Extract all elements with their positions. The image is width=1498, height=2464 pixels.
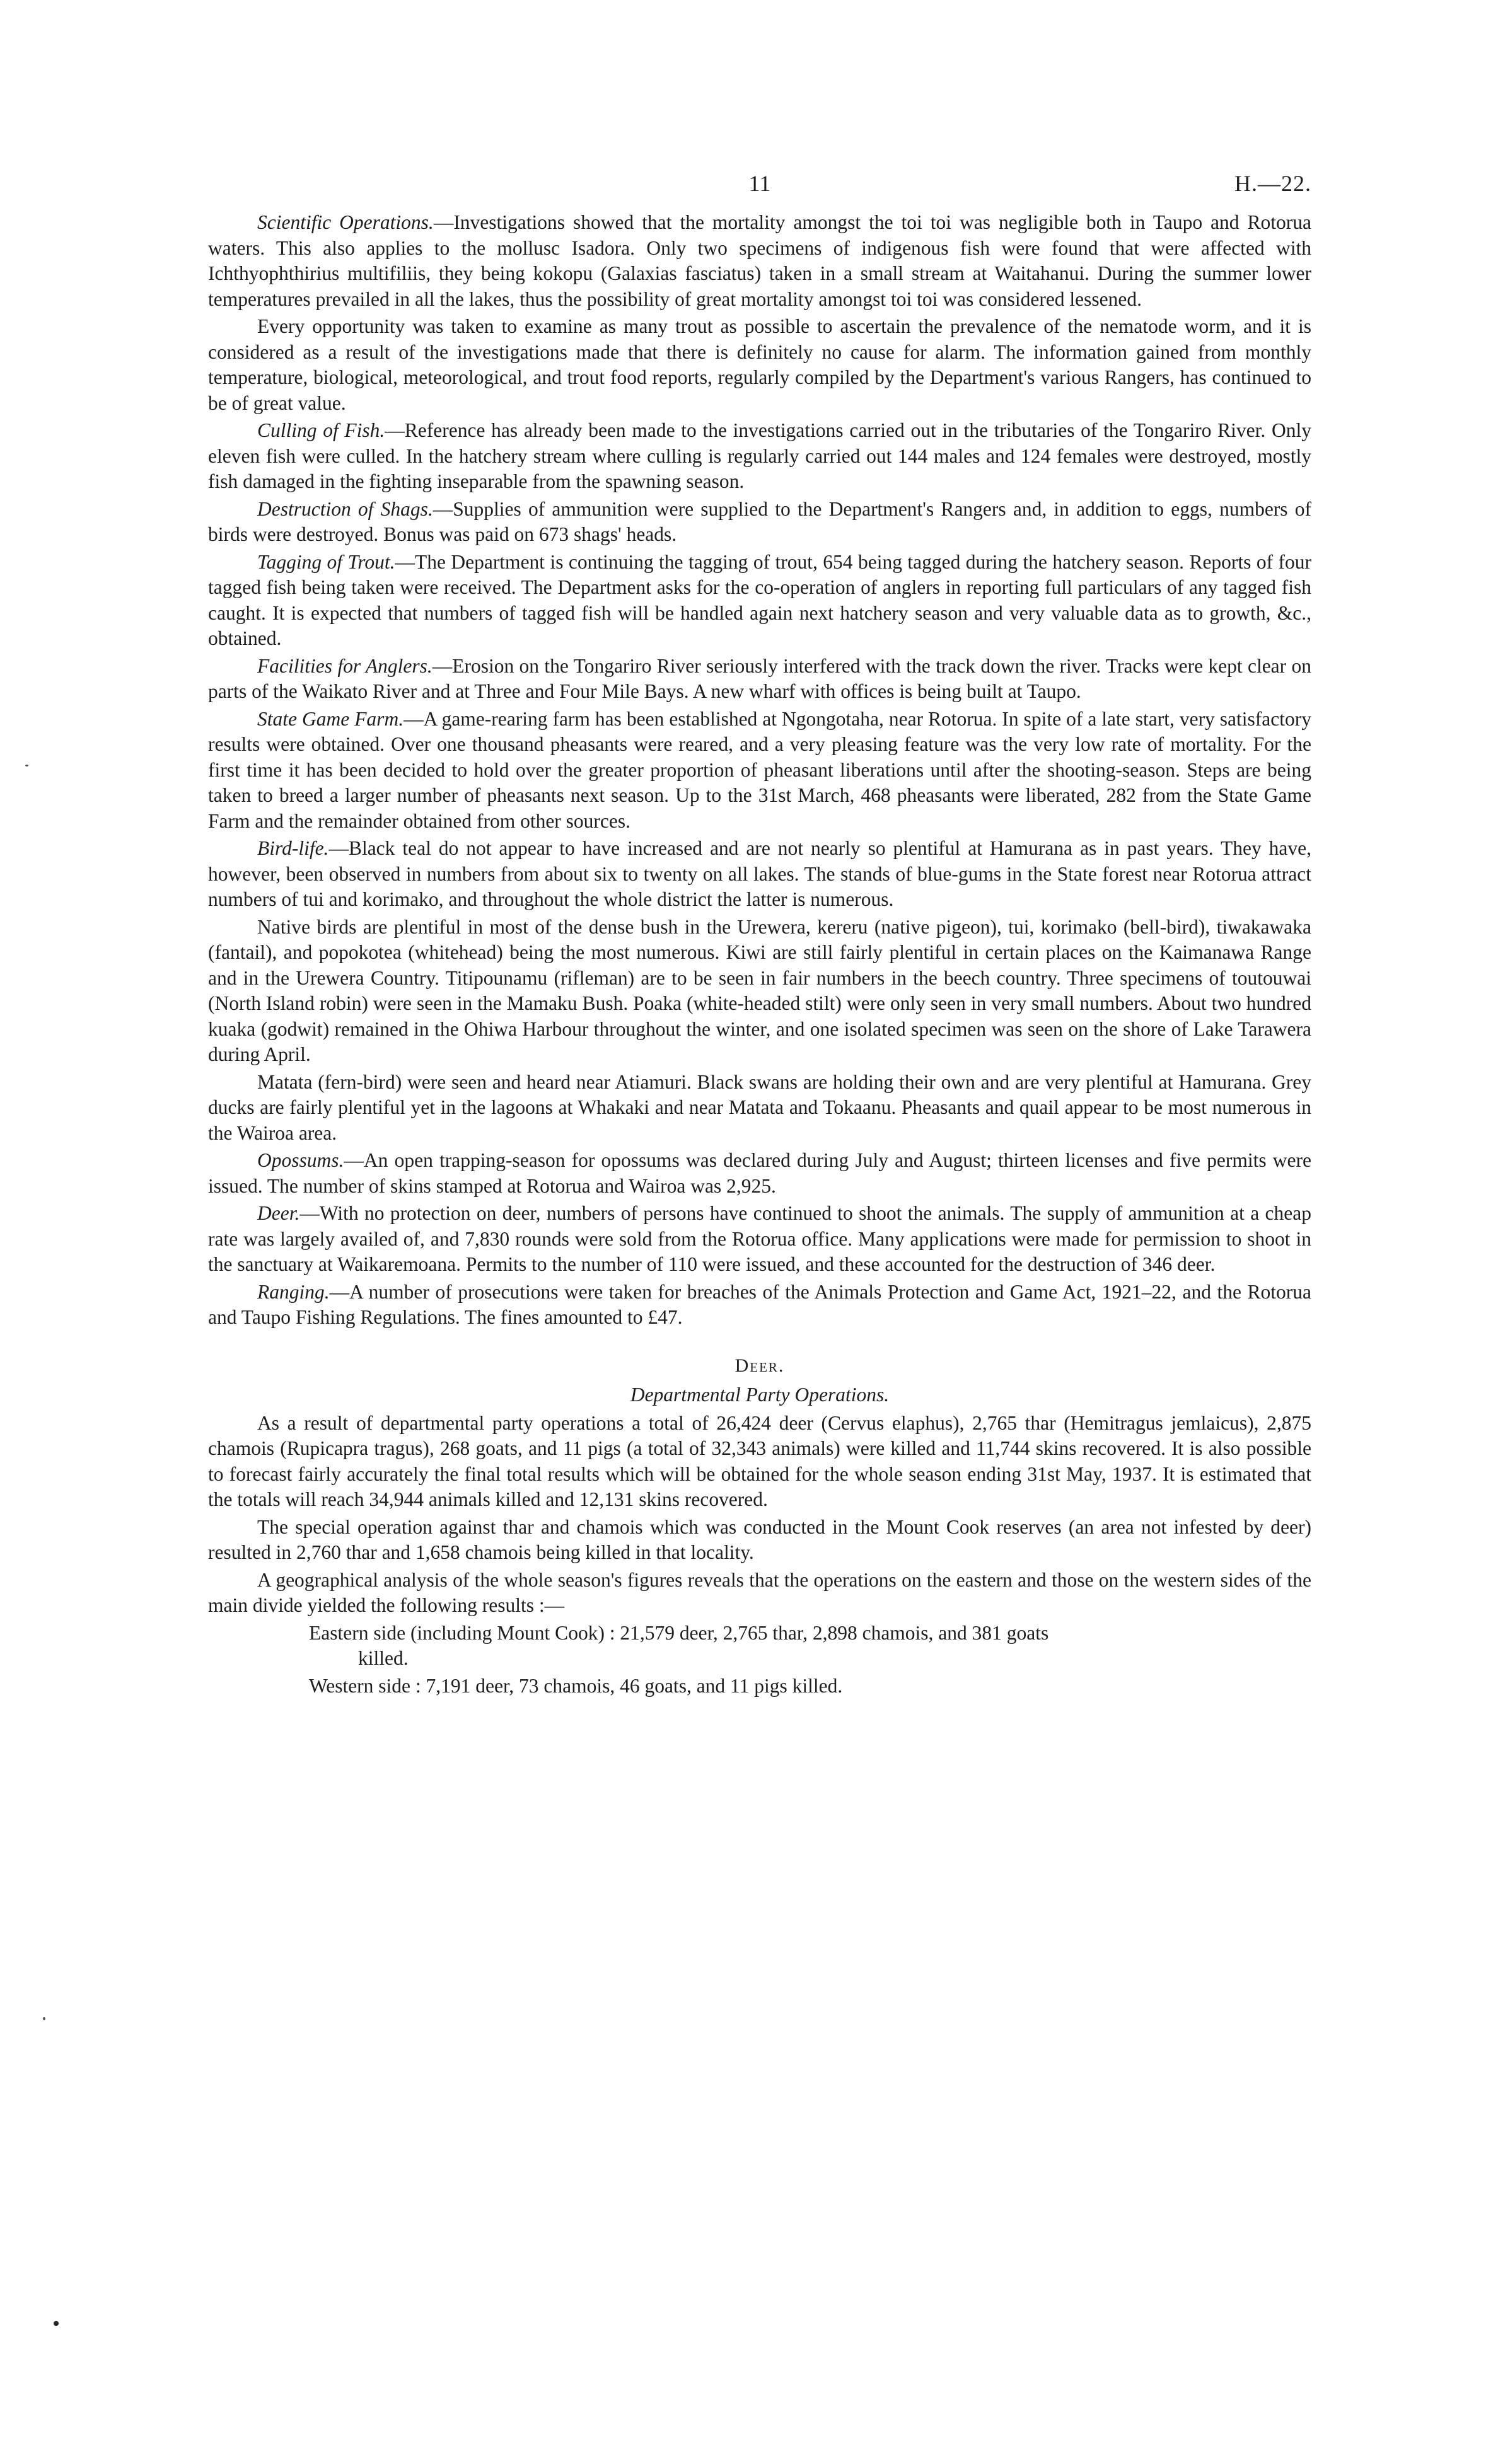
page-header	[208, 170, 1311, 208]
result-eastern-side	[208, 1621, 1311, 1672]
body-text	[208, 210, 1311, 1699]
paragraph-text: —Investigations showed that the mortality amongst the toi toi was negligible both in Taupo and Rotorua waters. This also applies to the mollusc Isadora. Only two specimens of indigenous fish were found that were affected with Ichthyophthirius multifiliis, they being kokopu (Galaxias fasciatus) taken in a small stream at Waitahanui. During the summer lower temperatures prevailed in all the lakes, thus the possibility of great mortality amongst toi toi was considered lessened.	[208, 211, 1311, 310]
paragraph-text: —An open trapping-season for opossums was declared during July and August; thirteen licenses and five permits were issued. The number of skins stamped at Rotorua and Wairoa was 2,925.	[208, 1149, 1311, 1197]
paragraph-text: —A game-rearing farm has been established at Ngongotaha, near Rotorua. In spite of a late start, very satisfactory results were obtained. Over one thousand pheasants were reared, and a very pleasing feature was the very low rate of mortality. For the first time it has been decided to hold over the greater proportion of pheasant liberations until after the shooting-season. Steps are being taken to breed a larger number of pheasants next season. Up to the 31st March, 468 pheasants were liberated, 282 from the State Game Farm and the remainder obtained from other sources.	[208, 707, 1311, 832]
paragraph-ranging	[208, 1280, 1311, 1331]
paragraph-text: —Black teal do not appear to have increased and are not nearly so plentiful at Hamurana as in past years. They have, however, been observed in numbers from about six to twenty on all lakes. The stands of blue-gums in the State forest near Rotorua attract numbers of tui and korimako, and throughout the whole district the latter is numerous.	[208, 837, 1311, 910]
result-continuation: killed.	[358, 1647, 409, 1669]
section-subheading: Departmental Party Operations.	[630, 1384, 890, 1406]
paragraph-nematode	[208, 314, 1311, 416]
paragraph-state-game-farm	[208, 707, 1311, 835]
paragraph-destruction-of-shags	[208, 497, 1311, 548]
paragraph-text: A geographical analysis of the whole season's figures reveals that the operations on the eastern and those on the western sides of the main divide yielded the following results :—	[208, 1568, 1311, 1616]
paragraph-text: The special operation against thar and chamois which was conducted in the Mount Cook reserves (an area not infested by deer) resulted in 2,760 thar and 1,658 chamois being killed in that locality.	[208, 1515, 1311, 1563]
document-page	[208, 170, 1311, 1699]
result-text: Eastern side (including Mount Cook) : 21,579 deer, 2,765 thar, 2,898 chamois, and 381 goats	[309, 1621, 1049, 1644]
paragraph-text: —A number of prosecutions were taken for breaches of the Animals Protection and Game Act, 1921–22, and the Rotorua and Taupo Fishing Regulations. The fines amounted to £47.	[208, 1280, 1311, 1328]
result-text: Western side : 7,191 deer, 73 chamois, 46 goats, and 11 pigs killed.	[309, 1674, 843, 1697]
paragraph-lead: Facilities for Anglers.	[257, 654, 433, 677]
paragraph-bird-life	[208, 836, 1311, 913]
paragraph-lead: Bird-life.	[257, 837, 329, 859]
paragraph-text: —Erosion on the Tongariro River seriously interfered with the track down the river. Tracks were kept clear on parts of the Waikato River and at Three and Four Mile Bays. A new wharf with offices is being built at Taupo.	[208, 654, 1311, 702]
paragraph-native-birds	[208, 915, 1311, 1068]
paragraph-thar-chamois	[208, 1515, 1311, 1566]
paragraph-text: As a result of departmental party operations a total of 26,424 deer (Cervus elaphus), 2,765 thar (Hemitragus jemlaicus), 2,875 chamois (Rupicapra tragus), 268 goats, and 11 pigs (a total of 32,343 animals) were killed and 11,744 skins recovered. It is also possible to forecast fairly accurately the final total results which will be obtained for the whole season ending 31st May, 1937. It is estimated that the totals will reach 34,944 animals killed and 12,131 skins recovered.	[208, 1411, 1311, 1510]
paragraph-matata	[208, 1070, 1311, 1147]
paragraph-lead: Scientific Operations.	[257, 211, 434, 233]
paragraph-lead: Deer.	[257, 1202, 300, 1224]
paragraph-opossums	[208, 1148, 1311, 1199]
paragraph-lead: Destruction of Shags.	[257, 497, 433, 520]
paragraph-lead: State Game Farm.	[257, 707, 404, 730]
paragraph-text: —The Department is continuing the tagging of trout, 654 being tagged during the hatchery season. Reports of four tagged fish being taken were received. The Department asks for the co-operation of anglers in reporting full particulars of any tagged fish caught. It is expected that numbers of tagged fish will be handled again next hatchery season and very valuable data as to growth, &c., obtained.	[208, 550, 1311, 649]
paragraph-text: Matata (fern-bird) were seen and heard near Atiamuri. Black swans are holding their own and are very plentiful at Hamurana. Grey ducks are fairly plentiful yet in the lagoons at Whakaki and near Matata and Tokaanu. Pheasants and quail appear to be most numerous in the Wairoa area.	[208, 1070, 1311, 1144]
scan-speck	[43, 2017, 45, 2020]
section-heading: Deer.	[734, 1355, 785, 1376]
paragraph-lead: Ranging.	[257, 1280, 330, 1303]
paragraph-text: —With no protection on deer, numbers of persons have continued to shoot the animals. The supply of ammunition at a cheap rate was largely availed of, and 7,830 rounds were sold from the Rotorua office. Many applications were made for permission to shoot in the sanctuary at Waikaremoana. Permits to the number of 110 were issued, and these accounted for the destruction of 346 deer.	[208, 1202, 1311, 1275]
scan-speck	[25, 765, 28, 766]
paragraph-deer	[208, 1201, 1311, 1278]
paragraph-culling-of-fish	[208, 418, 1311, 495]
result-western-side	[208, 1674, 1311, 1699]
paragraph-tagging-of-trout	[208, 550, 1311, 652]
paragraph-lead: Culling of Fish.	[257, 419, 385, 441]
paragraph-geographical-analysis	[208, 1568, 1311, 1619]
paragraph-text: Every opportunity was taken to examine as many trout as possible to ascertain the prevalence of the nematode worm, and it is considered as a result of the investigations made that there is definitely no cause for alarm. The information gained from monthly temperature, biological, meteorological, and trout food reports, regularly compiled by the Department's various Rangers, has continued to be of great value.	[208, 315, 1311, 414]
paragraph-lead: Tagging of Trout.	[257, 550, 395, 573]
paragraph-lead: Opossums.	[257, 1149, 344, 1171]
paragraph-scientific-operations	[208, 210, 1311, 312]
scan-speck	[54, 2321, 59, 2326]
paragraph-text: Native birds are plentiful in most of the dense bush in the Urewera, kereru (native pigeon), tui, korimako (bell-bird), tiwakawaka (fantail), and popokotea (whitehead) being the most numerous. Kiwi are still fairly plentiful in certain places on the Kaimanawa Range and in the Urewera Country. Titipounamu (rifleman) are to be seen in fair numbers in the beech country. Three specimens of toutouwai (North Island robin) were seen in the Mamaku Bush. Poaka (white-headed stilt) were only seen in very small numbers. About two hundred kuaka (godwit) remained in the Ohiwa Harbour throughout the winter, and one isolated specimen was seen on the shore of Lake Tarawera during April.	[208, 915, 1311, 1065]
paragraph-text: —Supplies of ammunition were supplied to the Department's Rangers and, in addition to eggs, numbers of birds were destroyed. Bonus was paid on 673 shags' heads.	[208, 497, 1311, 545]
page-number: 11	[748, 171, 771, 196]
document-reference: H.—22.	[1234, 171, 1311, 196]
paragraph-text: —Reference has already been made to the investigations carried out in the tributaries of the Tongariro River. Only eleven fish were culled. In the hatchery stream where culling is regularly carried out 144 males and 124 females were destroyed, mostly fish damaged in the fighting inseparable from the spawning season.	[208, 419, 1311, 492]
paragraph-facilities-for-anglers	[208, 654, 1311, 705]
paragraph-party-operations	[208, 1411, 1311, 1513]
